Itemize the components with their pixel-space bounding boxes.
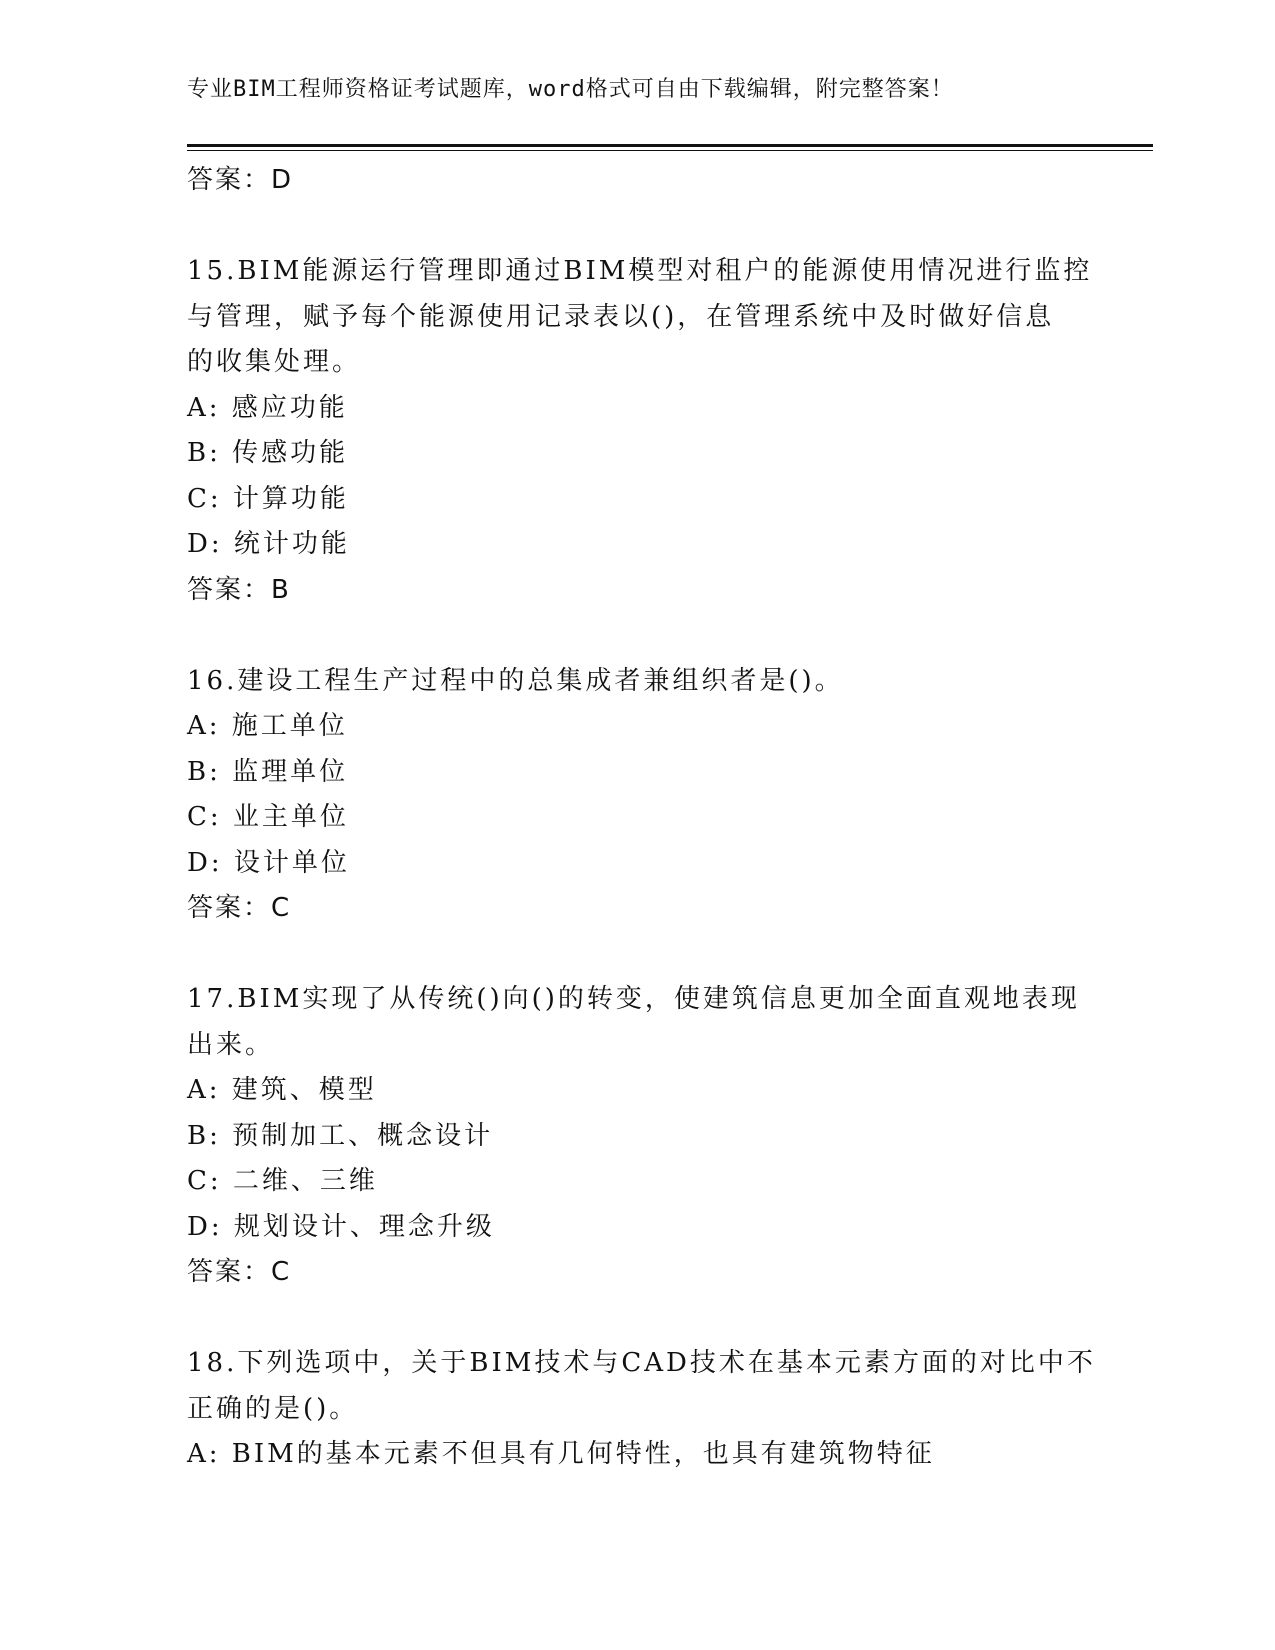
question-15 [187, 249, 1093, 613]
spacer [187, 1296, 1087, 1342]
option-b: B: 监理单位 [187, 756, 349, 787]
option-d: D: 设计单位 [187, 847, 350, 878]
header-divider-thin [187, 150, 1153, 151]
question-list [187, 158, 1096, 1478]
option-c: C: 计算功能 [187, 483, 349, 514]
answer-line: 答案：C [187, 893, 292, 923]
option-d: D: 统计功能 [187, 529, 350, 559]
question-stem: 出来。 [187, 1029, 275, 1060]
option-d: D: 规划设计、理念升级 [187, 1211, 495, 1242]
question-stem: 正确的是()。 [187, 1393, 359, 1424]
question-16 [187, 659, 1087, 932]
question-stem: 与管理，赋予每个能源使用记录表以()，在管理系统中及时做好信息 [187, 301, 1055, 332]
question-stem: 16.建设工程生产过程中的总集成者兼组织者是()。 [187, 665, 844, 696]
spacer [187, 932, 1087, 978]
question-stem: 的收集处理。 [187, 347, 362, 377]
spacer [187, 613, 1087, 659]
question-17 [187, 977, 1087, 1296]
question-18 [187, 1341, 1096, 1478]
option-a: A: 施工单位 [187, 711, 348, 741]
option-c: C: 二维、三维 [187, 1166, 378, 1196]
answer-line: 答案：B [187, 574, 291, 605]
option-c: C: 业主单位 [187, 802, 349, 832]
header-divider [187, 144, 1153, 147]
question-stem: 18.下列选项中，关于BIM技术与CAD技术在基本元素方面的对比中不 [187, 1348, 1096, 1378]
option-a: A: 建筑、模型 [187, 1075, 377, 1105]
option-b: B: 预制加工、概念设计 [187, 1120, 494, 1151]
spacer [187, 204, 1087, 250]
option-a: A: 感应功能 [187, 392, 348, 423]
option-a: A: BIM的基本元素不但具有几何特性，也具有建筑物特征 [187, 1439, 935, 1469]
page-header: 专业BIM工程师资格证考试题库，word格式可自由下载编辑，附完整答案！ [187, 77, 954, 102]
answer-line: 答案：C [187, 1257, 292, 1287]
option-b: B: 传感功能 [187, 438, 349, 468]
question-stem: 17.BIM实现了从传统()向()的转变，使建筑信息更加全面直观地表现 [187, 984, 1080, 1014]
answer-line: 答案：D [187, 165, 294, 195]
question-stem: 15.BIM能源运行管理即通过BIM模型对租户的能源使用情况进行监控 [187, 256, 1093, 286]
